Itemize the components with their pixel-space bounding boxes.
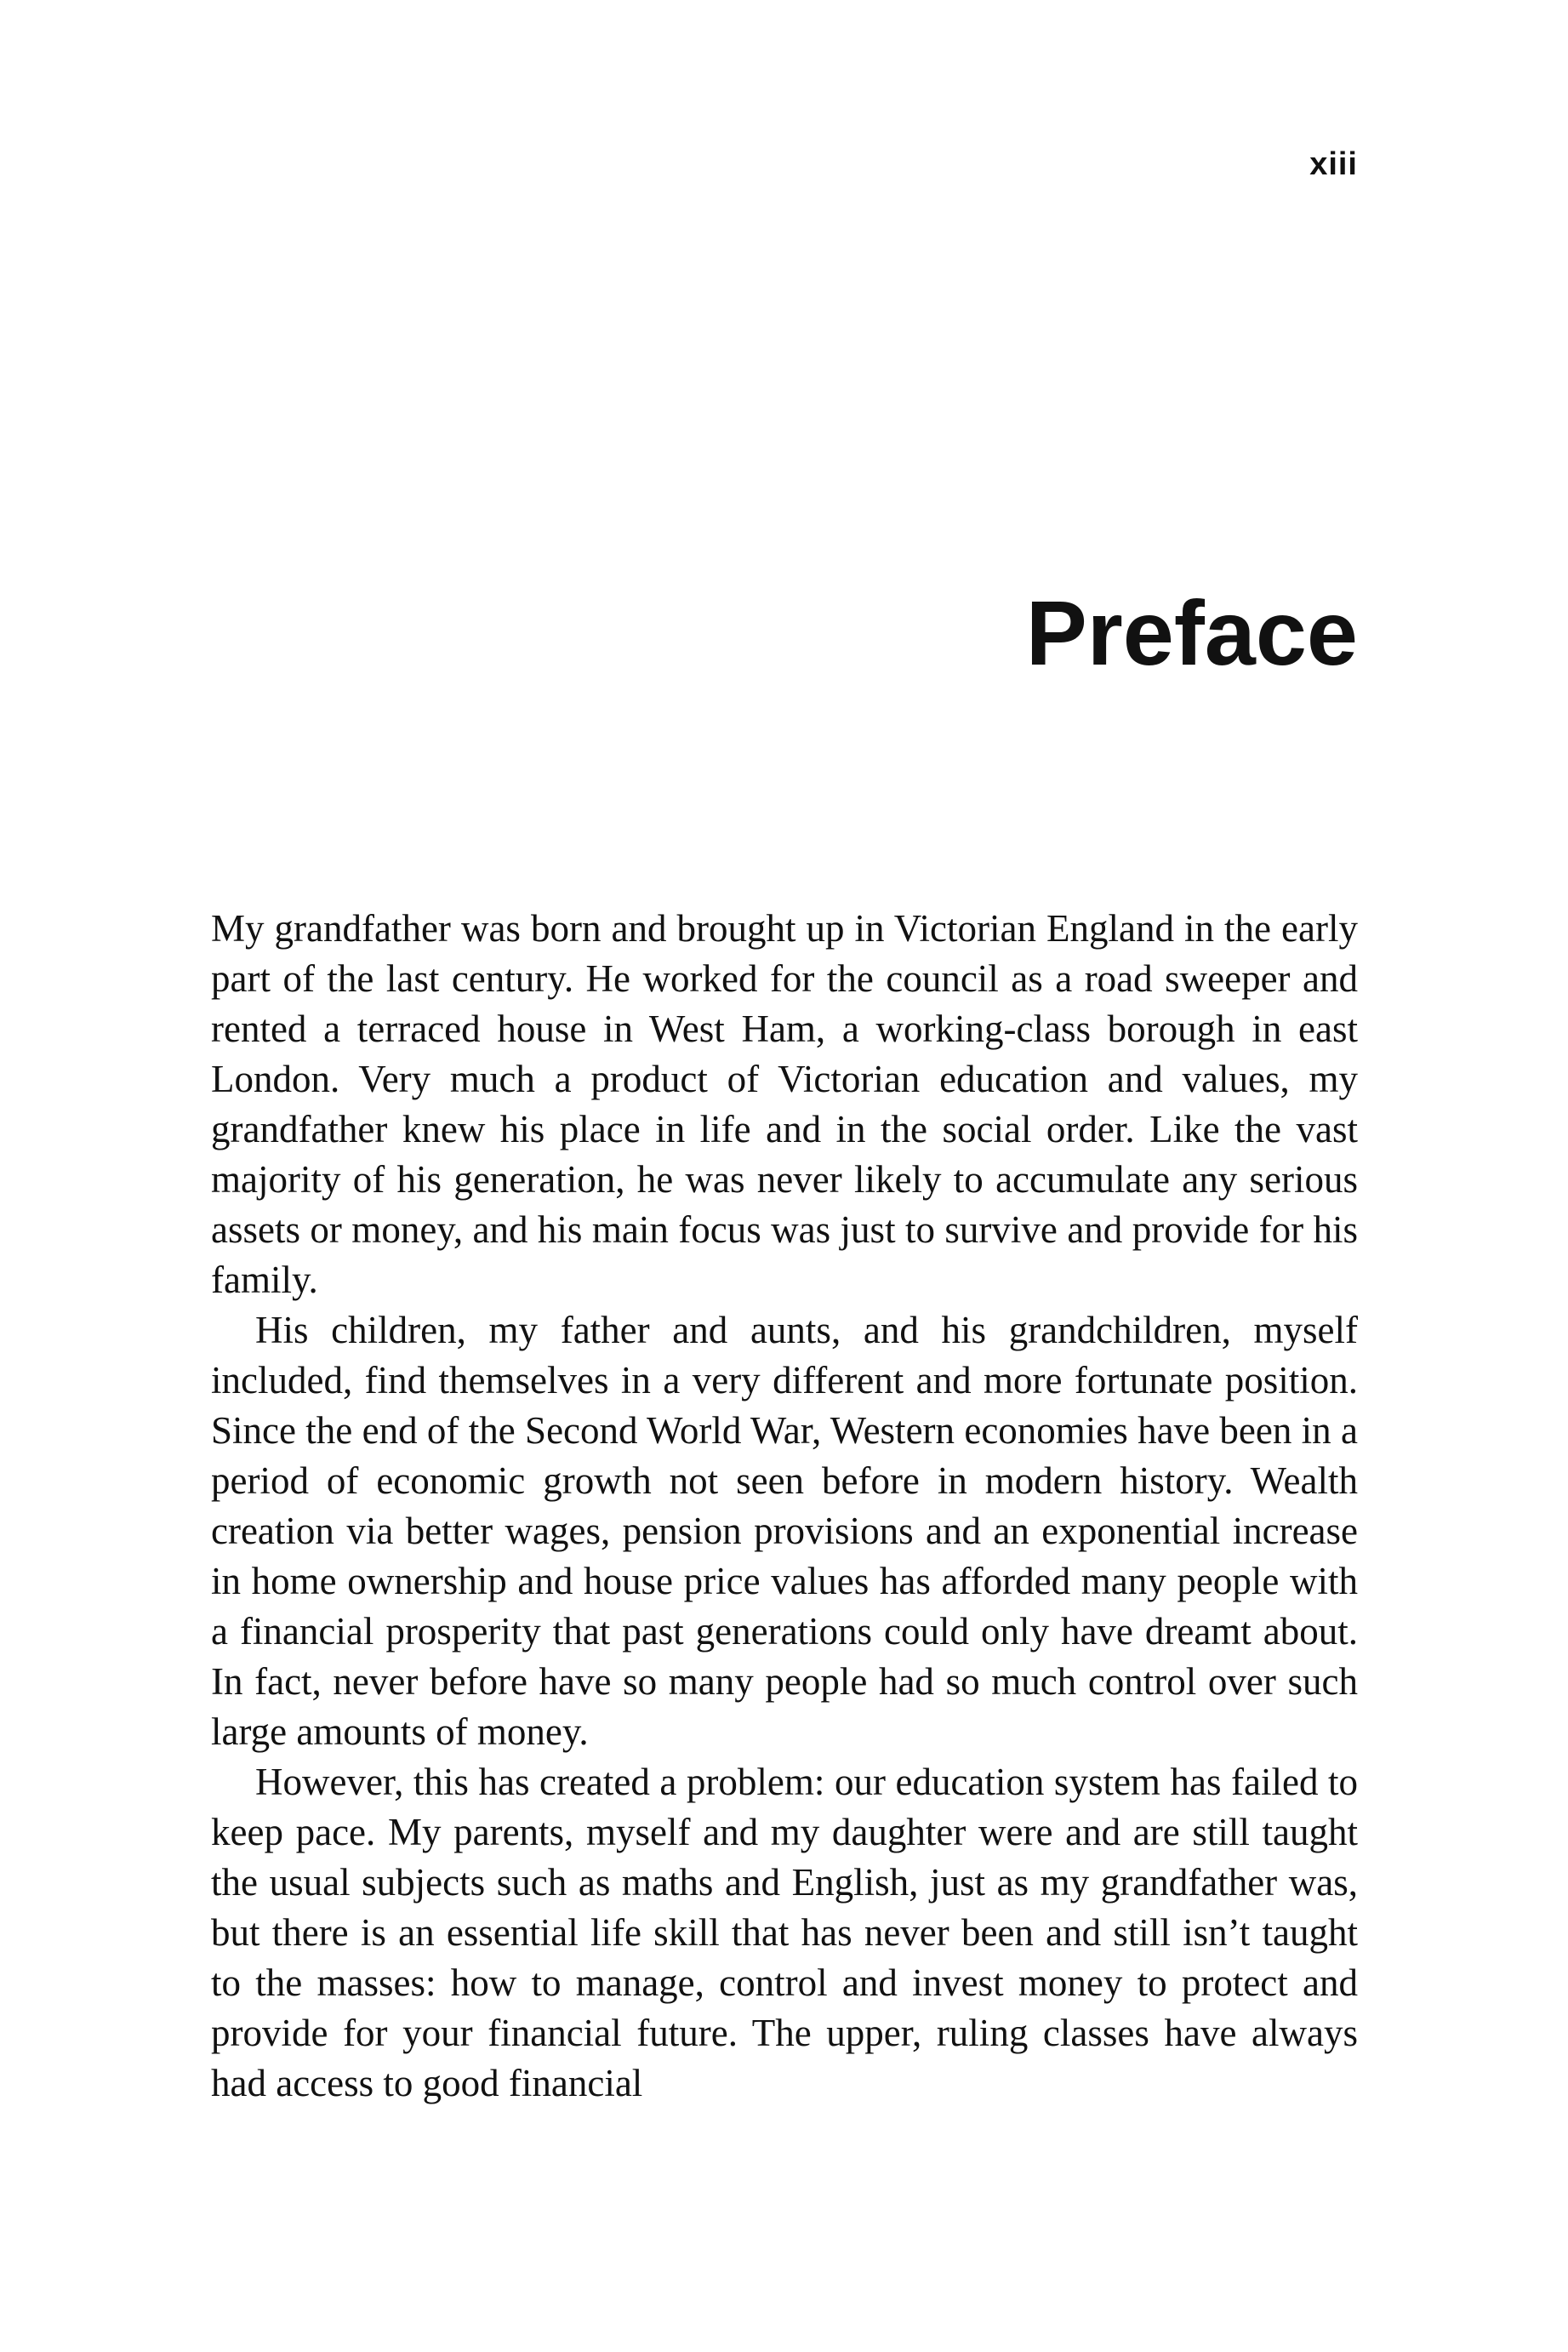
page-number: xiii bbox=[1309, 146, 1358, 182]
chapter-title: Preface bbox=[1025, 581, 1358, 684]
body-text bbox=[211, 904, 1358, 2109]
paragraph: However, this has created a problem: our education system has failed to keep pace. My parents, myself and my daughter were and are still taught the usual subjects such as maths and English, just as my grandfather was, but there is an essential life skill that has never been and still isn’t taught to the masses: how to manage, control and invest money to protect and provide for your financial future. The upper, ruling classes have always had access to good financial bbox=[211, 1761, 1358, 2104]
paragraph: My grandfather was born and brought up in Victorian England in the early part of the last century. He worked for the council as a road sweeper and rented a terraced house in West Ham, a working-class borough in east London. Very much a product of Victorian education and values, my grandfather knew his place in life and in the social order. Like the vast majority of his generation, he was never likely to accumulate any serious assets or money, and his main focus was just to survive and provide for his family. bbox=[211, 907, 1358, 1301]
paragraph: His children, my father and aunts, and his grandchildren, myself included, find themselves in a very different and more fortunate position. Since the end of the Second World War, Western economies have been in a period of economic growth not seen before in modern history. Wealth creation via better wages, pension provisions and an exponential increase in home ownership and house price values has afforded many people with a financial prosperity that past generations could only have dreamt about. In fact, never before have so many people had so much control over such large amounts of money. bbox=[211, 1309, 1358, 1753]
